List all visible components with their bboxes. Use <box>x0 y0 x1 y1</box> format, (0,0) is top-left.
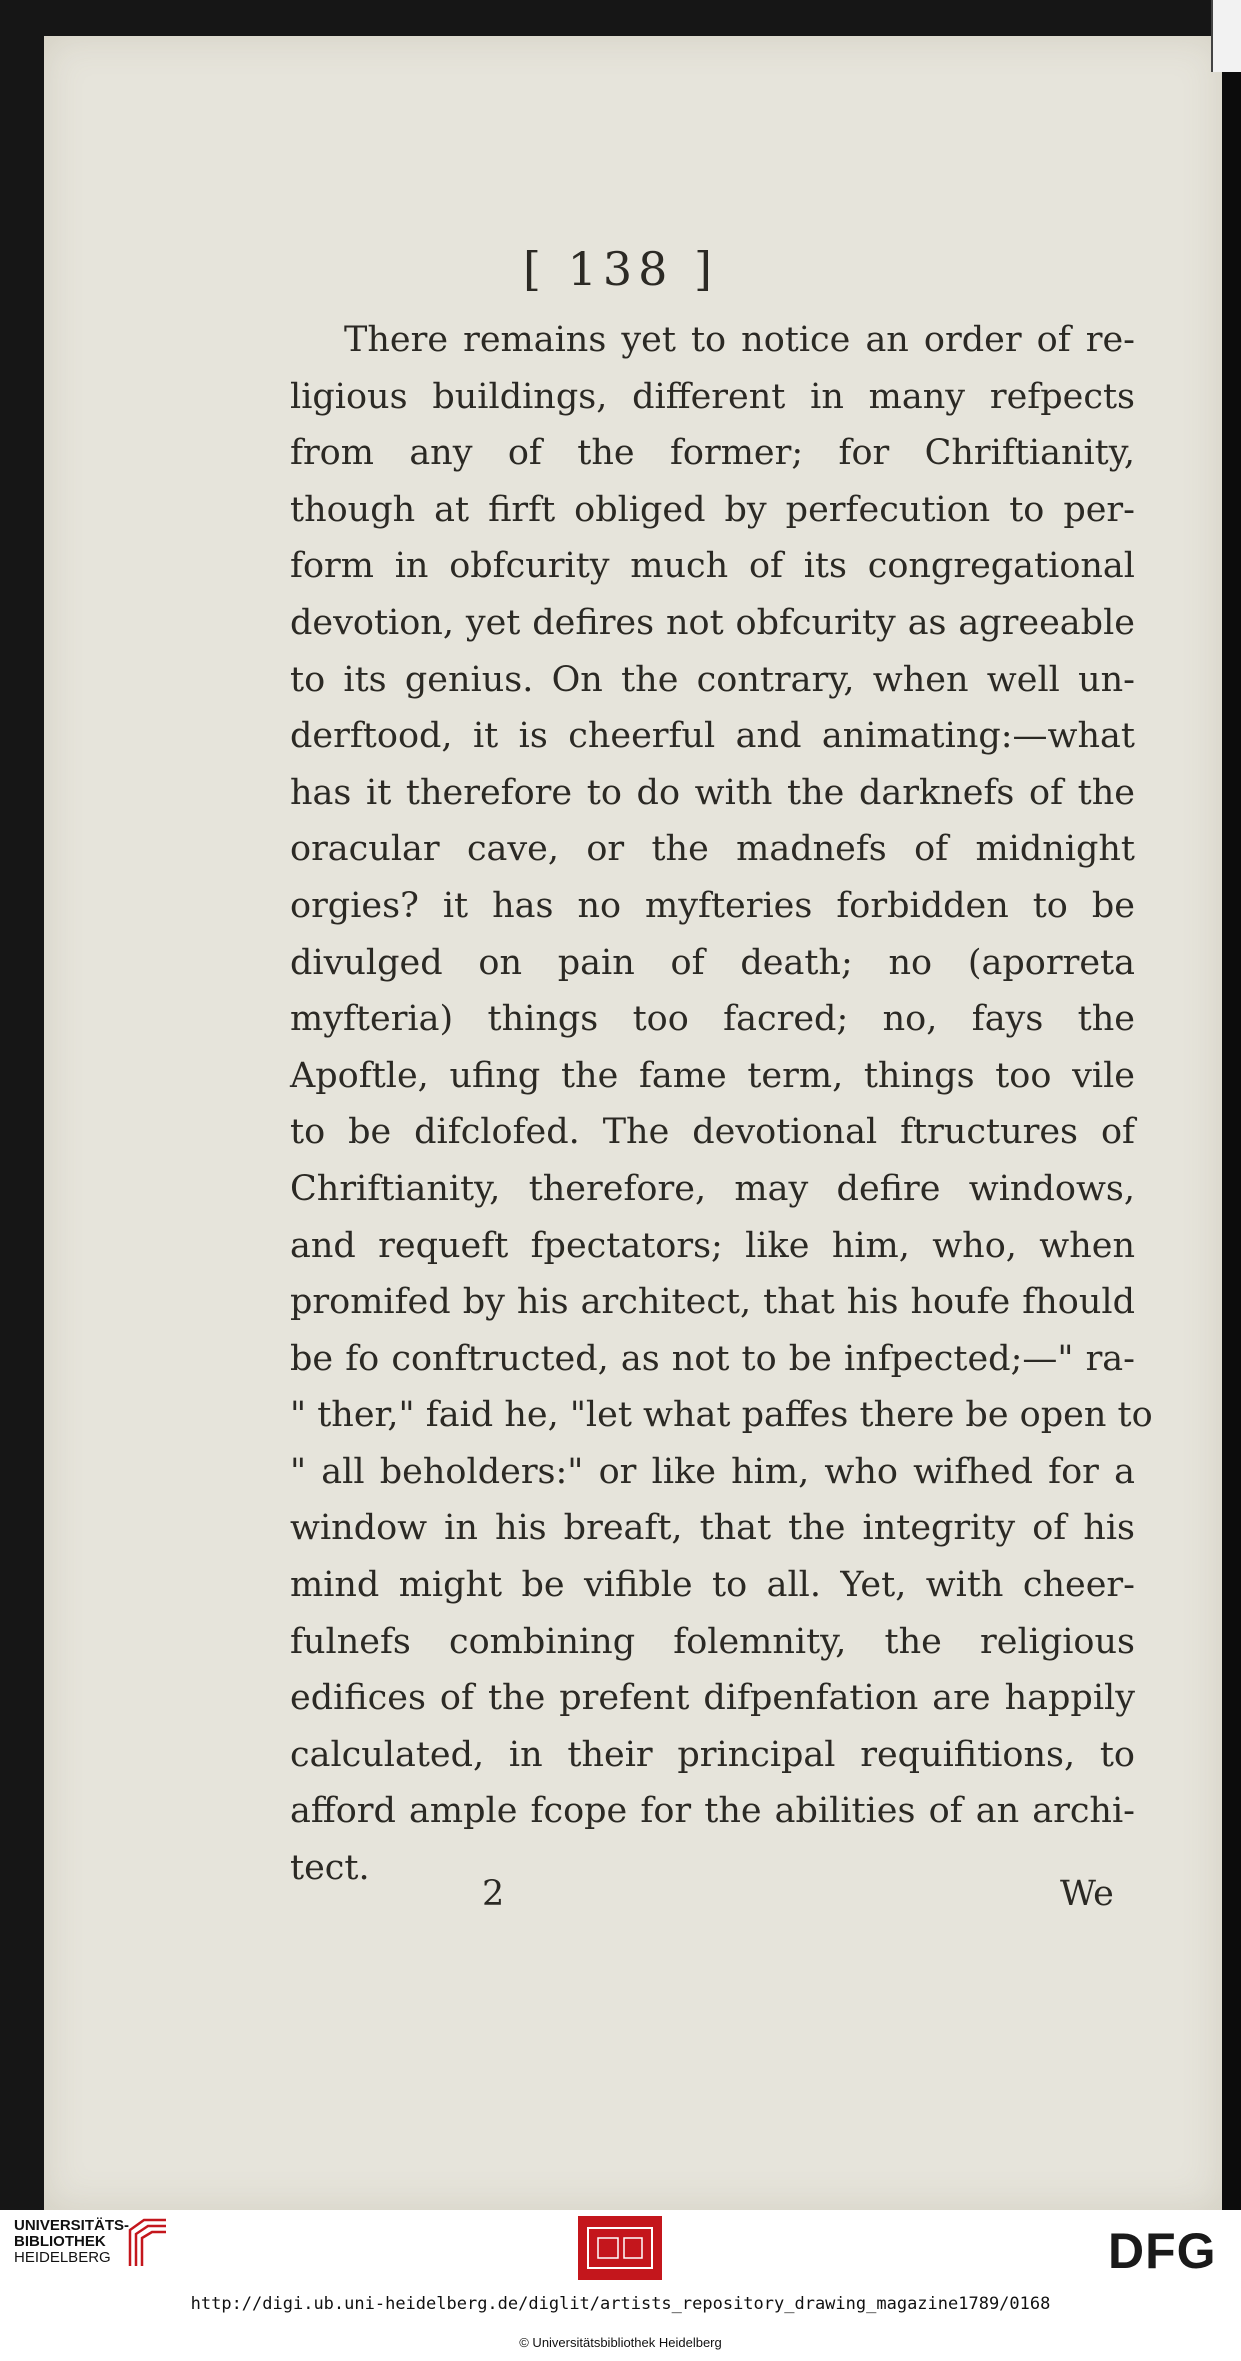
text-line: calculated, in their principal requifitions, to <box>290 1734 1135 1775</box>
text-line: from any of the former; for Chriftianity, <box>290 433 1135 474</box>
text-line: window in his breaft, that the integrity of his <box>290 1508 1135 1549</box>
text-line: " all beholders:" or like him, who wifhed for a <box>290 1451 1135 1492</box>
text-line: edifices of the prefent difpenfation are happily <box>290 1678 1135 1719</box>
text-line: promifed by his architect, that his houfe fhould <box>290 1282 1135 1323</box>
copyright-notice: © Universitätsbibliothek Heidelberg <box>519 2335 722 2350</box>
text-line: to its genius. On the contrary, when well un- <box>290 659 1135 700</box>
text-line: orgies? it has no myfteries forbidden to be <box>290 885 1135 926</box>
page-binding-edge <box>1222 0 1241 2210</box>
text-line: myfteria) things too facred; no, fays the <box>290 999 1135 1040</box>
text-line: be fo conftructed, as not to be infpected;—" ra- <box>290 1338 1135 1379</box>
text-line: oracular cave, or the madnefs of midnight <box>290 829 1135 870</box>
text-line: devotion, yet defires not obfcurity as agreeable <box>290 602 1135 643</box>
text-line: and requeft fpectators; like him, who, when <box>290 1225 1135 1266</box>
university-line-3: HEIDELBERG <box>14 2249 111 2266</box>
text-line: to be difclofed. The devotional ftructures of <box>290 1112 1135 1153</box>
university-line-2: BIBLIOTHEK <box>14 2233 106 2250</box>
signature-mark: 2 <box>482 1874 505 1914</box>
university-line-1: UNIVERSITÄTS- <box>14 2217 130 2234</box>
university-library-label[interactable] <box>14 2218 129 2266</box>
text-line: divulged on pain of death; no (aporreta <box>290 942 1135 983</box>
text-line: has it therefore to do with the darknefs of the <box>290 772 1135 813</box>
catchword: We <box>1060 1874 1114 1914</box>
text-line: There remains yet to notice an order of re- <box>344 320 1135 360</box>
text-line: ligious buildings, different in many refpects <box>290 376 1135 417</box>
text-line: fulnefs combining folemnity, the religious <box>290 1621 1135 1662</box>
text-line: derftood, it is cheerful and animating:—what <box>290 716 1135 757</box>
university-logo-icon[interactable] <box>122 2216 172 2272</box>
epistemic-logo-icon[interactable] <box>578 2216 662 2280</box>
text-line: mind might be vifible to all. Yet, with cheer- <box>290 1565 1135 1606</box>
text-line: " ther," faid he, "let what paffes there be open to <box>290 1395 1153 1436</box>
page-number: [ 138 ] <box>523 242 718 296</box>
text-line: Apoftle, ufing the fame term, things too vile <box>290 1055 1135 1096</box>
text-line: though at firft obliged by perfecution to per- <box>290 489 1135 530</box>
text-line: form in obfcurity much of its congregational <box>290 546 1135 587</box>
body-text <box>290 312 1153 1897</box>
scan-tab <box>1211 0 1241 72</box>
permalink-url[interactable]: http://digi.ub.uni-heidelberg.de/diglit/artists_repository_drawing_magazine1789/0168 <box>190 2294 1051 2314</box>
text-line: afford ample fcope for the abilities of an archi- <box>290 1791 1135 1832</box>
text-line: Chriftianity, therefore, may defire windows, <box>290 1168 1135 1209</box>
text-line: tect. <box>290 1848 370 1889</box>
dfg-logo[interactable]: DFG <box>1108 2223 1217 2279</box>
